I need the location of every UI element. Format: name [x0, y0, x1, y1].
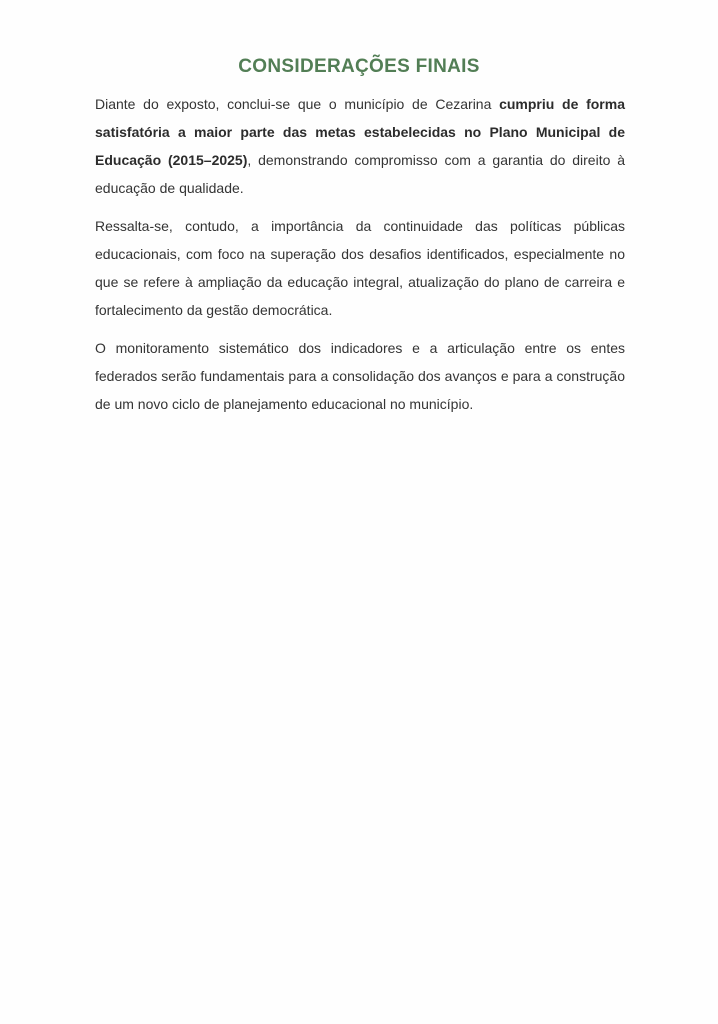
- paragraph-bold-text: cumpriu de forma satisfatória a maior parte das metas estabelecidas no Plano Municipal de Educação (2015–2025): [95, 96, 625, 168]
- paragraph-text: Ressalta-se, contudo, a importância da continuidade das políticas públicas educacionais, com foco na superação dos desafios identificados, especialmente no que se refere à ampliação da educação integral, atualização do plano de carreira e fortalecimento da gestão democrática.: [95, 218, 625, 318]
- paragraph: [95, 90, 625, 202]
- paragraph: [95, 334, 625, 418]
- paragraph-text: O monitoramento sistemático dos indicadores e a articulação entre os entes federados serão fundamentais para a consolidação dos avanços e para a construção de um novo ciclo de planejamento educacional no município.: [95, 340, 625, 412]
- document-body: [0, 90, 718, 418]
- paragraph-text: Diante do exposto, conclui-se que o município de Cezarina: [95, 96, 500, 112]
- paragraph-text: , demonstrando compromisso com a garantia do direito à educação de qualidade.: [95, 152, 625, 196]
- page-title: CONSIDERAÇÕES FINAIS: [238, 56, 480, 77]
- paragraph: [95, 212, 625, 324]
